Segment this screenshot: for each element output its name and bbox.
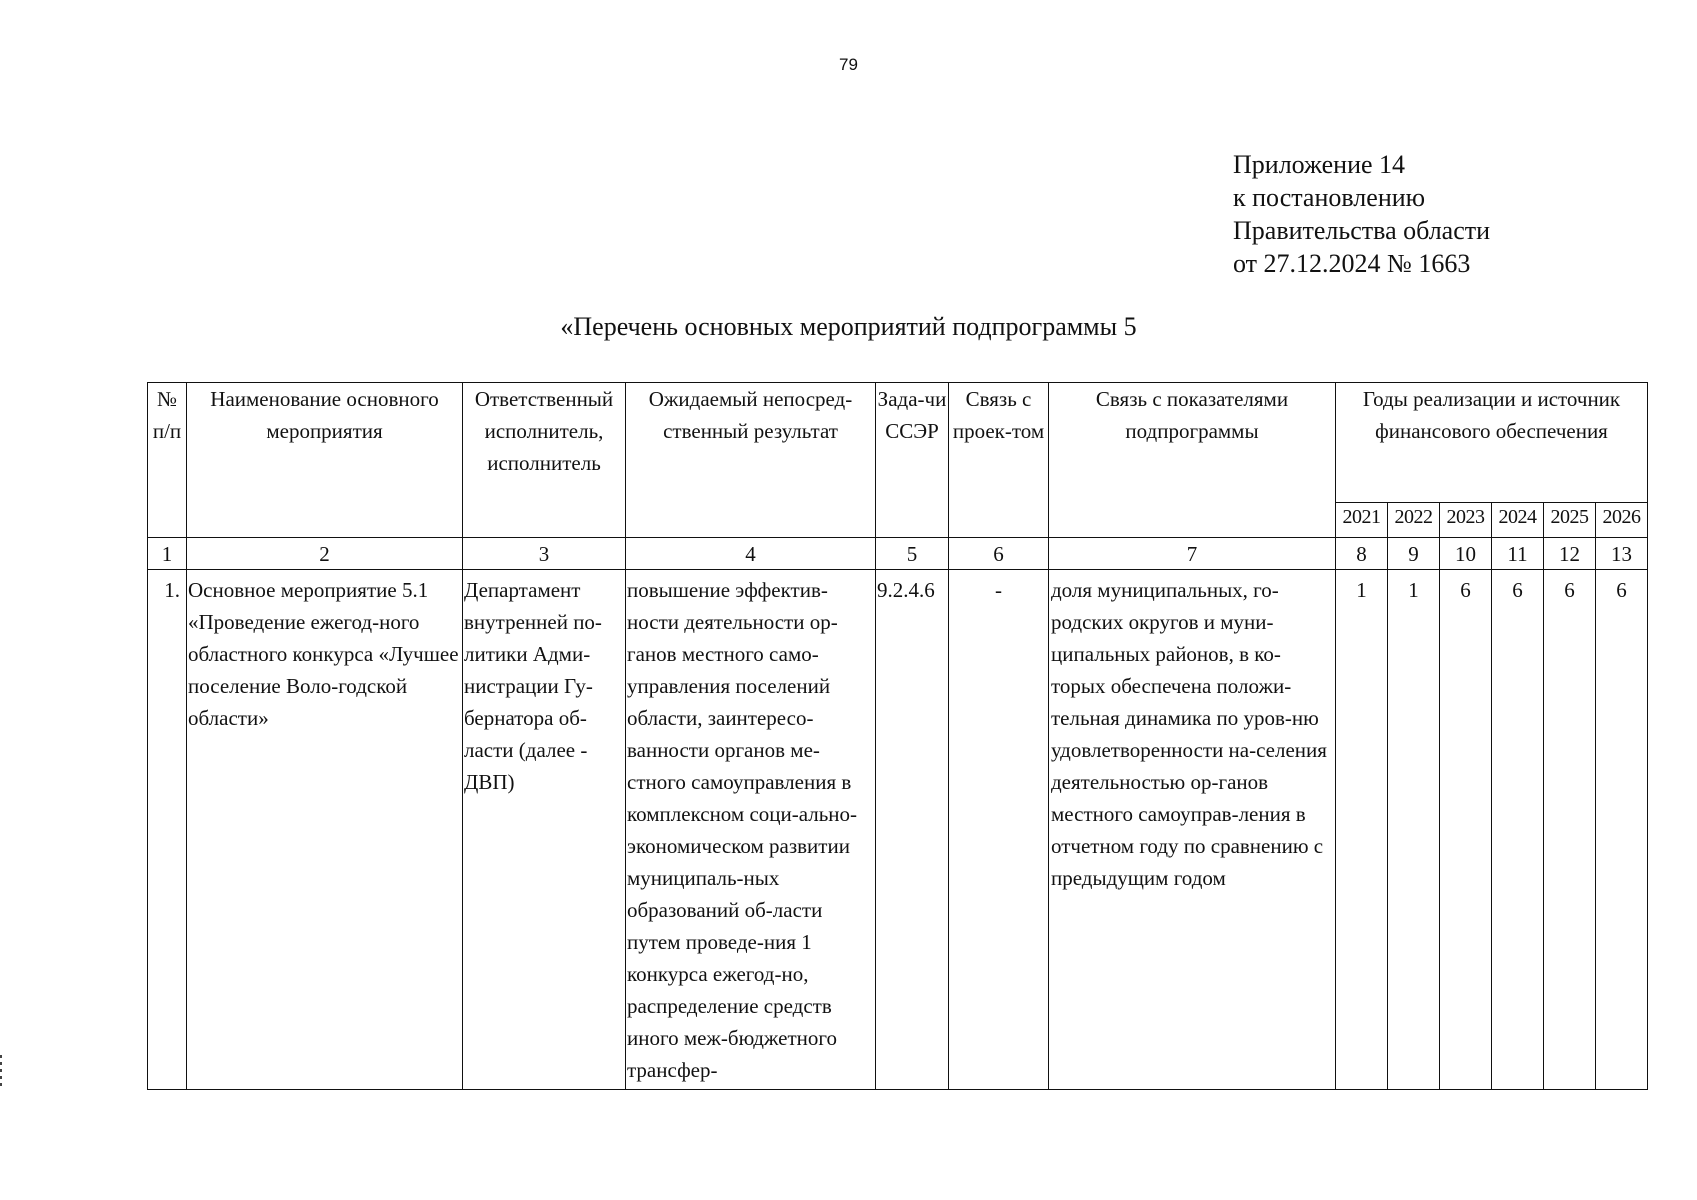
appendix-line: к постановлению [1233, 183, 1426, 212]
row-tasks: 9.2.4.6 [876, 570, 949, 1090]
measures-table [147, 382, 1648, 1090]
header-year: 2025 [1544, 503, 1596, 538]
row-num: 1. [148, 570, 187, 1090]
header-year: 2024 [1492, 503, 1544, 538]
appendix-line: Приложение 14 [1233, 150, 1406, 179]
header-name: Наименование основного мероприятия [187, 383, 463, 538]
header-project: Связь с проек-том [949, 383, 1049, 538]
row-name: Основное мероприятие 5.1 «Проведение ежегод-ного областного конкурса «Лучшее поселение Воло-годской области» [187, 570, 463, 1090]
column-number: 4 [626, 538, 876, 570]
header-result: Ожидаемый непосред-ственный результат [626, 383, 876, 538]
appendix-line: Правительства области [1233, 216, 1491, 245]
row-year-value: 6 [1492, 570, 1544, 1090]
row-result: повышение эффектив-ности деятельности ор-ганов местного само-управления поселений области, заинтересо-ванности органов ме-стного самоуправления в комплексном соци-ально-экономическом развитии муниципаль-ных образований об-ласти путем проведе-ния 1 конкурса ежегод-но, распределение средств иного меж-бюджетного трансфер- [626, 570, 876, 1090]
row-executor: Департамент внутренней по-литики Адми-нистрации Гу-бернатора об-ласти (далее - ДВП) [463, 570, 626, 1090]
column-number: 12 [1544, 538, 1596, 570]
column-number: 11 [1492, 538, 1544, 570]
row-year-value: 1 [1336, 570, 1388, 1090]
column-number: 10 [1440, 538, 1492, 570]
appendix-line: от 27.12.2024 № 1663 [1233, 249, 1471, 278]
row-indicators: доля муниципальных, го-родских округов и муни-ципальных районов, в ко-торых обеспечена положи-тельная динамика по уров-ню удовлетворенности на-селения деятельностью ор-ганов местного самоуправ-ления в отчетном году по сравнению с предыдущим годом [1049, 570, 1336, 1090]
column-number: 7 [1049, 538, 1336, 570]
header-year: 2022 [1388, 503, 1440, 538]
scan-artifact [0, 1055, 3, 1090]
row-year-value: 6 [1440, 570, 1492, 1090]
column-number: 13 [1596, 538, 1648, 570]
row-project: - [949, 570, 1049, 1090]
header-num: № п/п [148, 383, 187, 538]
header-indicators: Связь с показателями подпрограммы [1049, 383, 1336, 538]
page-number: 79 [839, 55, 858, 74]
column-number: 9 [1388, 538, 1440, 570]
column-number: 1 [148, 538, 187, 570]
header-years-group: Годы реализации и источник финансового обеспечения [1336, 383, 1648, 503]
header-year: 2026 [1596, 503, 1648, 538]
table-row [148, 570, 1648, 1090]
header-executor: Ответственный исполнитель, исполнитель [463, 383, 626, 538]
header-year: 2023 [1440, 503, 1492, 538]
header-year: 2021 [1336, 503, 1388, 538]
document-title: «Перечень основных мероприятий подпрограммы 5 [560, 312, 1137, 341]
column-number: 2 [187, 538, 463, 570]
row-year-value: 6 [1596, 570, 1648, 1090]
column-number: 8 [1336, 538, 1388, 570]
column-number: 3 [463, 538, 626, 570]
row-year-value: 1 [1388, 570, 1440, 1090]
header-tasks: Зада-чи ССЭР [876, 383, 949, 538]
column-number: 6 [949, 538, 1049, 570]
column-number: 5 [876, 538, 949, 570]
appendix-block [1233, 148, 1490, 280]
row-year-value: 6 [1544, 570, 1596, 1090]
